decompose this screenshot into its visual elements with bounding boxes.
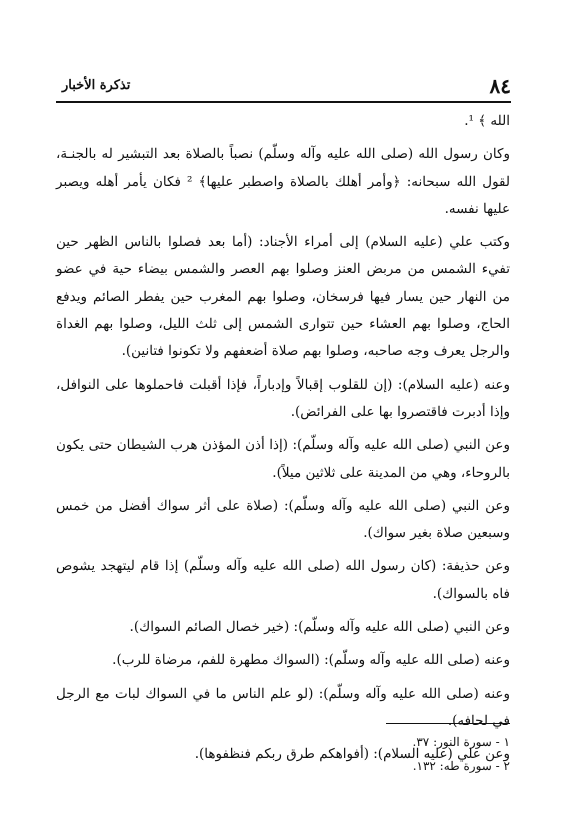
running-title: تذكرة الأخبار [62,78,131,93]
paragraph: وعن النبي (صلى الله عليه وآله وسلّم): (خير خصال الصائم السواك). [129,619,510,636]
paragraph: وعن حذيفة: (كان رسول الله (صلى الله عليه وآله وسلّم) إذا قام ليتهجد يشوص فاه بالسواك). [56,558,510,602]
paragraph: وكتب علي (عليه السلام) إلى أمراء الأجناد: (أما بعد فصلوا بالناس الظهر حين تفيء الشمس من مربض العنز وصلوا بهم العصر والشمس بيضاء حية في عضو من النهار حين يسار فيها فرسخان، وصلوا بهم المغرب حين يفطر الصائم ويدفع الحاج، وصلوا بهم العشاء حين تتوارى الشمس إلى ثلث الليل، وصلوا بهم الغداة والرجل يعرف وجه صاحبه، وصلوا بهم صلاة أضعفهم ولا تكونوا فتانين). [56,234,510,360]
footnote: ٢ - سورة طه: ١٣٢. [412,759,510,773]
paragraph: الله ﴾ ¹. [464,113,510,129]
header-divider [56,101,511,103]
main-text [56,108,510,775]
paragraph: وعن علي (عليه السلام): (أفواهكم طرق ربكم فنظفوها). [194,746,510,763]
paragraph: وعنه (صلى الله عليه وآله وسلّم): (السواك مطهرة للفم، مرضاة للرب). [112,652,510,669]
page-number: ٨٤ [489,74,511,98]
footnotes [56,730,510,778]
paragraph: وكان رسول الله (صلى الله عليه وآله وسلّم) نصباً بالصلاة بعد التبشير له بالجنـة، لقول الله سبحانه: ﴿وأمر أهلك بالصلاة واصطبر عليها﴾ ² فكان يأمر أهله ويصبر عليها نفسه. [56,146,510,217]
paragraph: وعن النبي (صلى الله عليه وآله وسلّم): (صلاة على أثر سواك أفضل من خمس وسبعين صلاة بغير سواك). [56,497,510,542]
paragraph: وعنه (عليه السلام): (إن للقلوب إقبالاً وإدباراً، فإذا أقبلت فاحملوها على النوافل، وإذا أدبرت فاقتصروا بها على الفرائض). [56,376,510,420]
footnote-divider [386,723,510,724]
paragraph: وعنه (صلى الله عليه وآله وسلّم): (لو علم الناس ما في السواك لبات مع الرجل في لحافه). [56,685,510,729]
footnote: ١ - سورة النور: ٣٧. [412,735,510,749]
paragraph: وعن النبي (صلى الله عليه وآله وسلّم): (إذا أذن المؤذن هرب الشيطان حتى يكون بالروحاء، وهي من المدينة على ثلاثين ميلاً). [56,437,510,481]
page-header [56,74,511,98]
